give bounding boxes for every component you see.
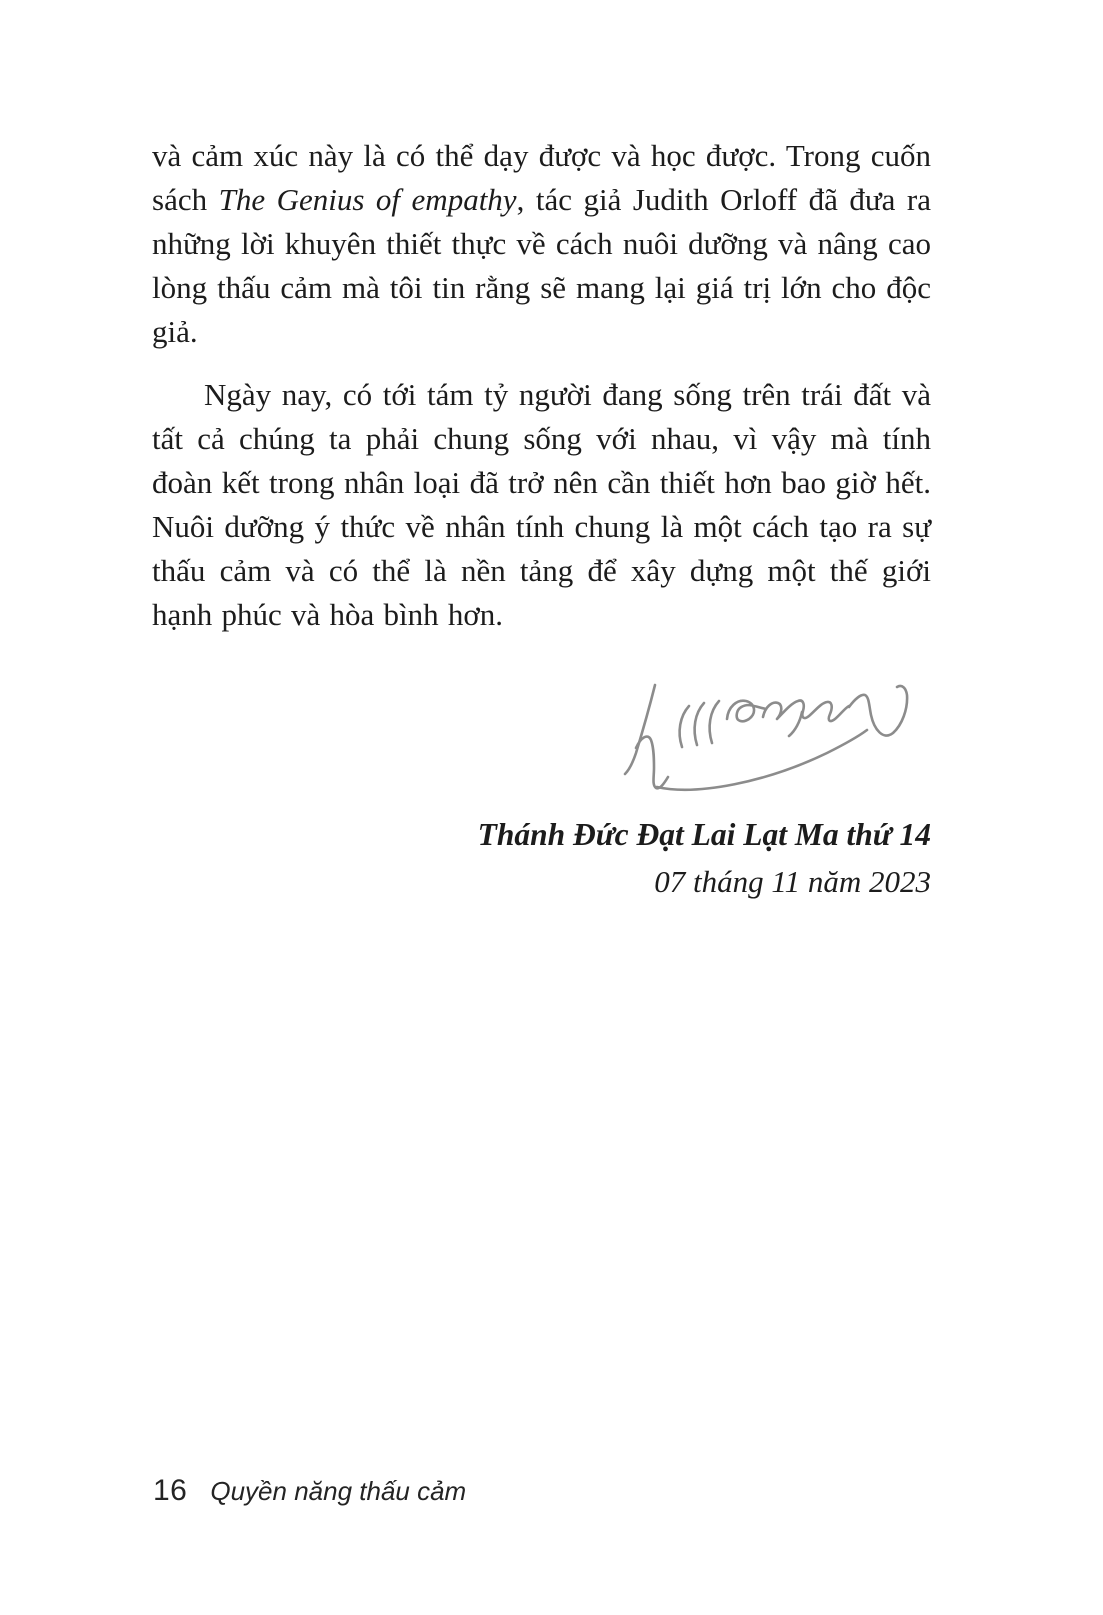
page-number: 16 [153,1474,188,1507]
referenced-book-title: The Genius of empathy [218,182,517,217]
paragraph-1-after-italic: , tác giả Judith Orloff đã đưa ra những lời khuyên thiết thực về cách nuôi dưỡng và nâng cao lòng thấu cảm mà tôi tin rằng sẽ mang lại giá trị lớn cho độc giả. [152,182,931,349]
attribution-date: 07 tháng 11 năm 2023 [654,864,931,899]
page-footer [153,1474,466,1508]
attribution-block [152,811,931,905]
signature-block [152,659,931,807]
paragraph-1-before-italic: và cảm xúc này là có thể dạy được và học được. Trong cuốn sách [152,138,931,217]
paragraph-2: Ngày nay, có tới tám tỷ người đang sống trên trái đất và tất cả chúng ta phải chung sống với nhau, vì vậy mà tính đoàn kết trong nhân loại đã trở nên cần thiết hơn bao giờ hết. Nuôi dưỡng ý thức về nhân tính chung là một cách tạo ra sự thấu cảm và có thể là nền tảng để xây dựng một thế giới hạnh phúc và hòa bình hơn. [152,377,931,632]
running-title: Quyền năng thấu cảm [210,1476,467,1506]
page-content [152,134,931,905]
attribution-author: Thánh Đức Đạt Lai Lạt Ma thứ 14 [477,817,931,852]
paragraph-1 [152,134,931,354]
dalai-lama-signature-icon [597,661,927,803]
